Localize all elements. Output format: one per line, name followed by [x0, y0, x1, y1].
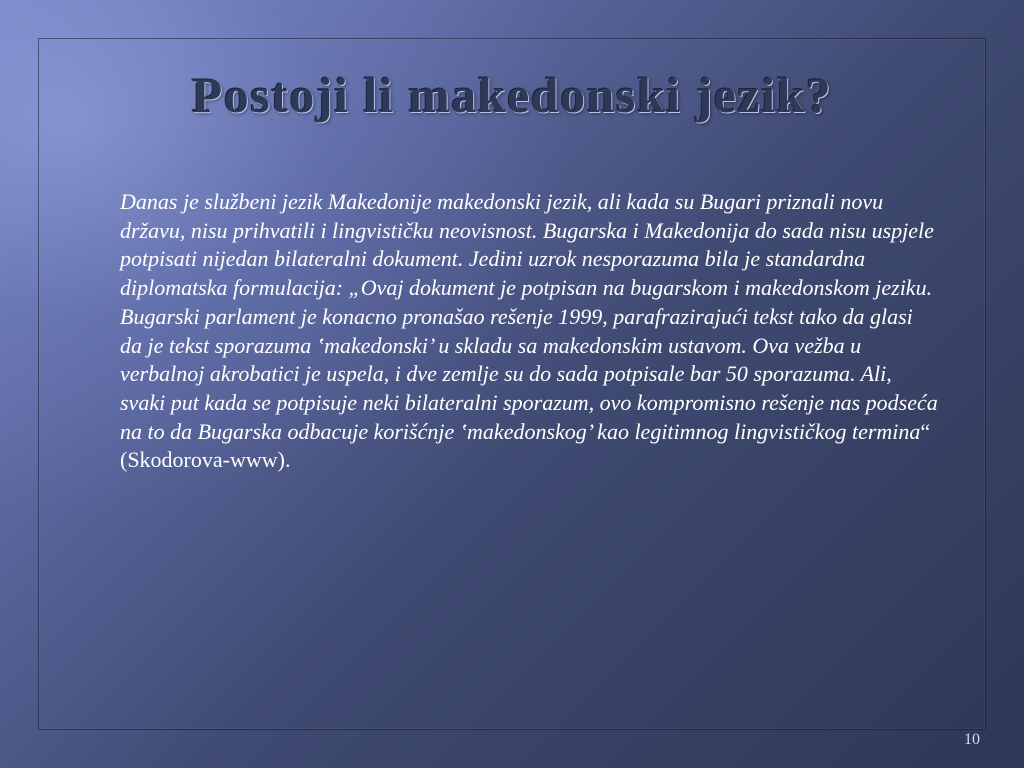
body-italic-text: Danas je službeni jezik Makedonije makedonski jezik, ali kada su Bugari priznali novu državu, nisu prihvatili i lingvističku neovisnost. Bugarska i Makedonija do sada nisu uspjele potpisati nijedan bilateralni dokument. Jedini uzrok nesporazuma bila je standardna diplomatska formulacija: „Ovaj dokument je potpisan na bugarskom i makedonskom jeziku. Bugarski parlament je konacno pronašao rešenje 1999, parafrazirajući tekst tako da glasi da je tekst sporazuma ‛makedonski’ u skladu sa makedonskim ustavom. Ova vežba u verbalnoj akrobatici je uspela, i dve zemlje su do sada potpisale bar 50 sporazuma. Ali, svaki put kada se potpisuje neki bilateralni sporazum, ovo kompromisno rešenje nas podseća na to da Bugarska odbacuje korišćnje ‛makedonskog’ kao legitimnog lingvističkog termina — [120, 189, 938, 444]
body-citation-text: “ (Skodorova-www). — [120, 418, 931, 473]
slide-body-text — [120, 188, 940, 475]
page-number: 10 — [964, 731, 980, 748]
slide-title: Postoji li makedonski jezik? — [191, 67, 833, 123]
